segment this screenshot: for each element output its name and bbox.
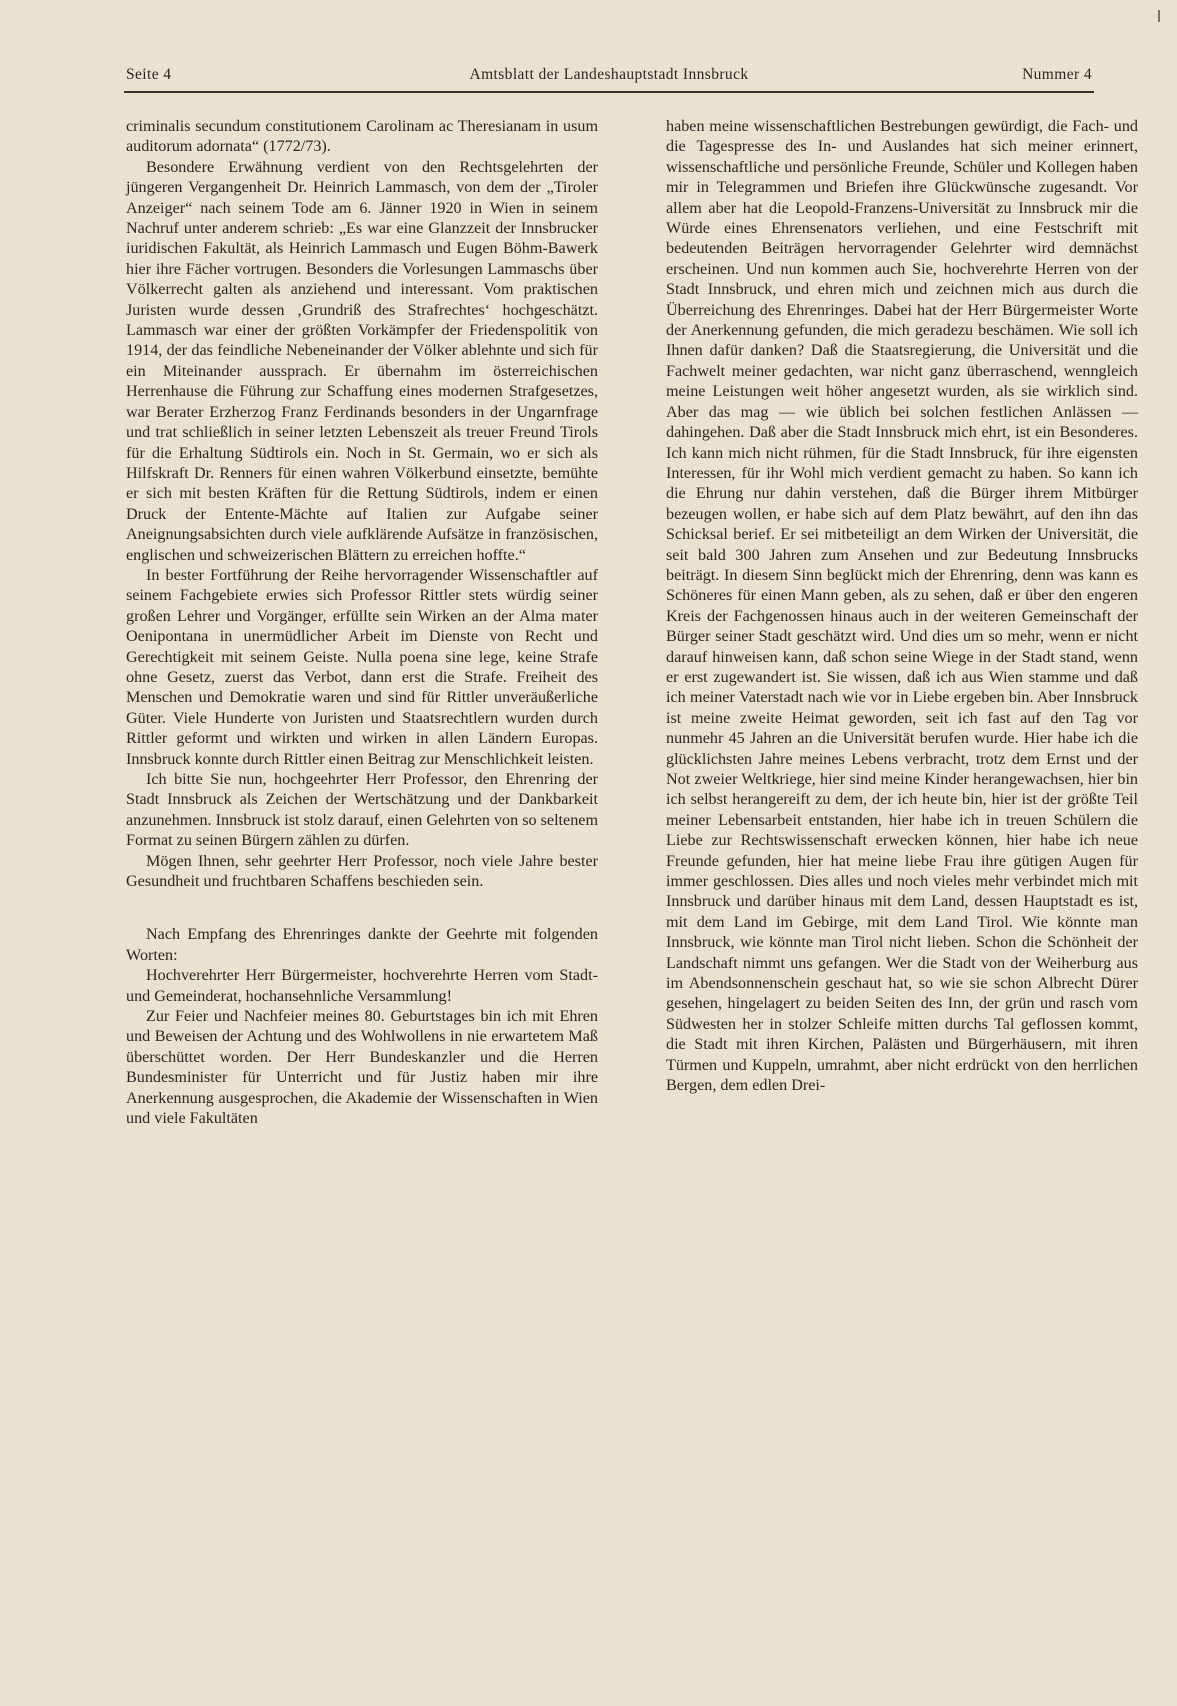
paragraph: Ich bitte Sie nun, hochgeehrter Herr Professor, den Ehrenring der Stadt Innsbruck als Zeichen der Wertschätzung und der Dankbarkeit anzunehmen. Innsbruck ist stolz darauf, einen Gelehrten von so seltenem Format zu seinen Bürgern zählen zu dürfen. <box>126 771 598 850</box>
issue-number: Nummer 4 <box>1022 66 1092 83</box>
header-rule <box>124 91 1094 93</box>
paragraph: Nach Empfang des Ehrenringes dankte der Geehrte mit folgenden Worten: <box>126 926 598 964</box>
publication-title: Amtsblatt der Landeshauptstadt Innsbruck <box>469 66 749 83</box>
paragraph: Hochverehrter Herr Bürgermeister, hochverehrte Herren vom Stadt- und Gemeinderat, hochansehnliche Versammlung! <box>126 967 598 1005</box>
edge-mark <box>1158 10 1160 22</box>
paragraph: Mögen Ihnen, sehr geehrter Herr Professor, noch viele Jahre bester Gesundheit und fruchtbaren Schaffens beschieden sein. <box>126 852 598 891</box>
paragraph: In bester Fortführung der Reihe hervorragender Wissenschaftler auf seinem Fachgebiete erwies sich Professor Rittler stets würdig seiner großen Lehrer und Vorgänger, erfüllte sein Wirken an der Alma mater Oenipontana in unermüdlicher Arbeit im Dienste von Recht und Gerechtigkeit mit seinem Geiste. Nulla poena sine lege, keine Strafe ohne Gesetz, zuerst das Verbot, dann erst die Strafe. Freiheit des Menschen und Demokratie waren und sind für Rittler unveräußerliche Güter. Viele Hunderte von Juristen und Staatsrechtlern wurden durch Rittler geformt und wirkten und wirken in allen Ländern Europas. Innsbruck konnte durch Rittler einen Beitrag zur Menschlichkeit leisten. <box>126 566 598 768</box>
paragraph: haben meine wissenschaftlichen Bestrebungen gewürdigt, die Fach- und die Tagespresse des In- und Auslandes hat sich meiner erinnert, wissenschaftliche und persönliche Freunde, Schüler und Kollegen haben mir in Telegrammen und Briefen ihre Glückwünsche zugesandt. Vor allem aber hat die Leopold-Franzens-Universität zu Innsbruck mir die Würde eines Ehrensenators verliehen, und eine Festschrift mit bedeutenden Beiträgen hervorragender Gelehrter wird demnächst erscheinen. Und nun kommen auch Sie, hochverehrte Herren von der Stadt Innsbruck, und ehren mich und zeichnen mich aus durch die Überreichung des Ehrenringes. Dabei hat der Herr Bürgermeister Worte der Anerkennung gefunden, die mich geradezu beschämen. Wie soll ich Ihnen dafür danken? Daß die Staatsregierung, die Universität und die Fachwelt meiner gedachten, war nicht ganz überraschend, wenngleich meine Leistungen weit höher angesetzt wurden, als sie wirklich sind. Aber das mag — wie üblich bei solchen festlichen Anlässen — dahingehen. Daß aber die Stadt Innsbruck mich ehrt, ist ein Besonderes. Ich kann mich nicht rühmen, für die Stadt Innsbruck, für ihre eigensten Interessen, für ihr Wohl mich verdient gemacht zu haben. So kann ich die Ehrung nur dahin verstehen, daß die Bürger ihrem Mitbürger bezeugen wollen, er habe sich auf dem Platz bewährt, auf den ihn das Schicksal berief. Er sei mitbeteiligt an dem Wirken der Universität, die seit bald 300 Jahren zum Ansehen und zur Bedeutung Innsbrucks beiträgt. In diesem Sinn beglückt mich der Ehrenring, denn was kann es Schöneres für einen Mann geben, als zu sehen, daß er über den engeren Kreis der Fachgenossen hinaus auch in der weiteren Gemeinschaft der Bürger seiner Stadt geschätzt wird. Und dies um so mehr, wenn er nicht darauf hinweisen kann, daß schon seine Wiege in der Stadt stand, wenn er erst zugewandert ist. Sie wissen, daß ich aus Wien stamme und daß ich meiner Vaterstadt nach wie vor in Liebe ergeben bin. Aber Innsbruck ist meine zweite Heimat geworden, seit ich fast auf den Tag vor nunmehr 45 Jahren an die Universität berufen wurde. Hier habe ich die glücklichsten Jahre meines Lebens verbracht, trotz dem Ernst und der Not zweier Weltkriege, hier sind meine Kinder herangewachsen, hier bin ich selbst herangereift zu dem, der ich heute bin, hier ist der größte Teil meiner Lebensarbeit entstanden, hier habe ich in treuen Schülern die Liebe zur Rechtswissenschaft erwecken können, hier habe ich neue Freunde gefunden, hier hat meine liebe Frau ihre gütigen Augen für immer geschlossen. Dies alles und noch vieles mehr verbindet mich mit Innsbruck und darüber hinaus mit dem Land, dessen Hauptstadt es ist, mit dem Land im Gebirge, mit dem Land Tirol. Wie könnte man Innsbruck, wie könnte man Tirol nicht lieben. Schon die Schönheit der Landschaft nimmt uns gefangen. Wer die Stadt von der Weiherburg aus im Abendsonnenschein geschaut hat, so wie sie schon Albrecht Dürer gesehen, hingelagert zu beiden Seiten des Inn, der grün und rasch vom Südwesten her in stolzer Schleife mitten durchs Tal geflossen kommt, die Stadt mit ihren Kirchen, Palästen und Bürgerhäusern, mit ihren Türmen und Kuppeln, umrahmt, aber nicht erdrückt von den herrlichen Bergen, dem edlen Drei- <box>666 118 1138 1095</box>
paragraph: Zur Feier und Nachfeier meines 80. Geburtstages bin ich mit Ehren und Beweisen der Achtung und des Wohlwollens in nie erwartetem Maß überschüttet worden. Der Herr Bundeskanzler und die Herren Bundesminister für Unterricht und für Justiz haben mir ihre Anerkennung ausgesprochen, die Akademie der Wissenschaften in Wien und viele Fakultäten <box>126 1008 598 1128</box>
paragraph: Besondere Erwähnung verdient von den Rechtsgelehrten der jüngeren Vergangenheit Dr. Heinrich Lammasch, von dem der „Tiroler Anzeiger“ nach seinem Tode am 6. Jänner 1920 in Wien in seinem Nachruf unter anderem schrieb: „Es war eine Glanzzeit der Innsbrucker iuridischen Fakultät, als Heinrich Lammasch und Eugen Böhm-Bawerk hier ihre Fächer vortrugen. Besonders die Vorlesungen Lammaschs über Völkerrecht galten als anziehend und interessant. Vom praktischen Juristen wurde dessen ‚Grundriß des Strafrechtes‘ hochgeschätzt. Lammasch war einer der größten Vorkämpfer der Friedenspolitik von 1914, der das feindliche Nebeneinander der Völker ablehnte und sich für ein Miteinander aussprach. Er übernahm im österreichischen Herrenhause die Führung zur Schaffung eines modernen Strafgesetzes, war Berater Erzherzog Franz Ferdinands besonders in der Ungarnfrage und trat schließlich in seiner letzten Lebenszeit als treuer Freund Tirols für die Erhaltung Südtirols ein. Noch in St. Germain, wo er sich als Hilfskraft Dr. Renners für einen wahren Völkerbund einsetzte, bemühte er sich mit besten Kräften für die Rettung Südtirols, indem er einen Druck der Entente-Mächte auf Italien zur Aufgabe seiner Aneignungsabsichten durch viele aufklärende Aufsätze in französischen, englischen und schweizerischen Blättern zu erreichen hoffte.“ <box>126 158 598 564</box>
left-column <box>126 117 598 1130</box>
paragraph: criminalis secundum constitutionem Carolinam ac Theresianam in usum auditorum adornata“ (1772/73). <box>126 118 598 156</box>
page-header <box>126 66 1092 90</box>
right-column <box>666 117 1138 1097</box>
page-number: Seite 4 <box>126 66 172 83</box>
